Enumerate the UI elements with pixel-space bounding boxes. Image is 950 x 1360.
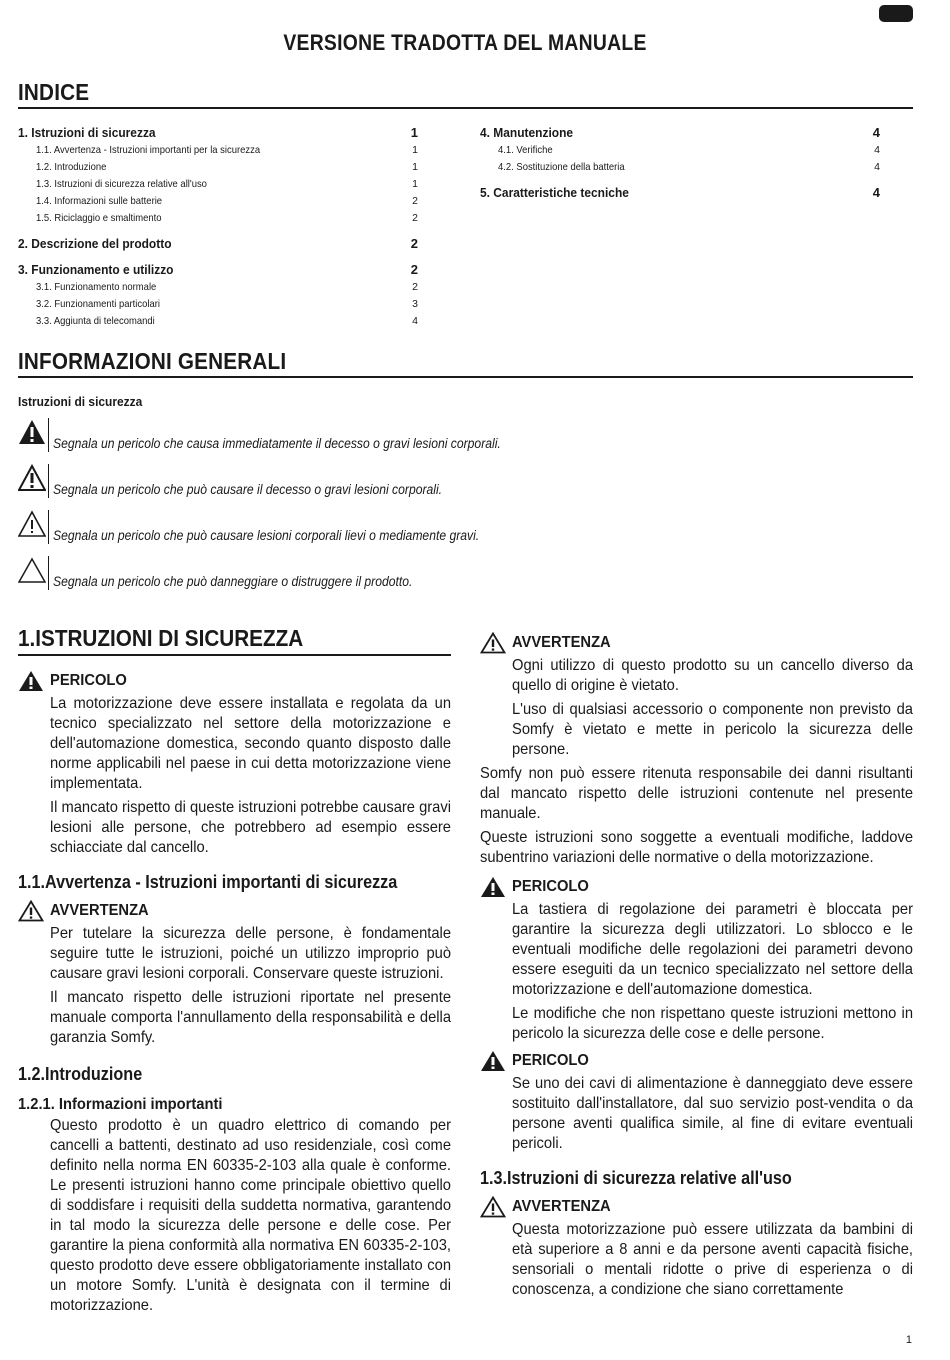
toc-subentry[interactable] [18,279,418,296]
warning-icon [18,900,44,922]
toc-entry-label: 3. Funzionamento e utilizzo [18,262,174,277]
toc-subentry-page: 4 [874,161,880,173]
toc-left-column [18,123,418,330]
toc-subentry-page: 4 [874,144,880,156]
toc-subentry-page: 2 [412,212,418,224]
toc-entry-page: 4 [872,125,880,140]
toc-entry[interactable] [480,183,880,202]
symbol-description: Segnala un pericolo che può causare il decesso o gravi lesioni corporali. [53,482,443,497]
paragraph: Il mancato rispetto delle istruzioni riportate nel presente manuale comporta l'annullamento della responsabilità e della garanzia Somfy. [50,989,452,1046]
toc-entry-page: 1 [410,125,418,140]
toc-subentry-label: 3.2. Funzionamenti particolari [36,298,160,310]
warning-icon [480,632,506,654]
danger-icon [480,1050,506,1072]
paragraph: Per tutelare la sicurezza delle persone, è fondamentale seguire tutte le istruzioni, poiché un utilizzo improprio può causare gravi lesioni corporali. Conservare queste istruzioni. [50,925,452,982]
danger-label: PERICOLO [480,1048,913,1074]
toc-subentry[interactable] [18,142,418,159]
toc-subentry[interactable] [480,159,880,176]
toc-subentry[interactable] [18,176,418,193]
toc-subentry[interactable] [480,142,880,159]
toc-subentry-label: 3.1. Funzionamento normale [36,281,157,293]
safety-subheading: Istruzioni di sicurezza [18,394,143,409]
danger-label: PERICOLO [480,874,913,900]
toc-subentry-page: 1 [412,161,418,173]
paragraph: Il mancato rispetto di queste istruzioni potrebbe causare gravi lesioni alle persone, che potrebbero ad esempio essere schiacciate dal cancello. [50,799,452,856]
danger-icon [480,876,506,898]
toc-entry-page: 2 [410,262,418,277]
symbol-row [18,556,452,590]
toc-subentry-label: 3.3. Aggiunta di telecomandi [36,315,155,327]
document-title: VERSIONE TRADOTTA DEL MANUALE [283,30,647,55]
paragraph: Se uno dei cavi di alimentazione è danneggiato deve essere sostituito dall'installatore, dal suo servizio post-vendita o da persone aventi qualifica simile, al fine di evitare eventuali pericoli. [512,1075,914,1152]
symbol-description: Segnala un pericolo che può causare lesioni corporali lievi o mediamente gravi. [53,528,480,543]
symbol-row [18,418,551,452]
heading-1-3: 1.3.Istruzioni di sicurezza relative all'uso [480,1168,792,1188]
paragraph: Questa motorizzazione può essere utilizzata da bambini di età superiore a 8 anni e da persone aventi capacità fisiche, sensoriali o mentali ridotte o prive di esperienza o di conoscenza, a condizione che siano correttamente [512,1221,914,1298]
toc-subentry-page: 2 [412,281,418,293]
paragraph: La tastiera di regolazione dei parametri è bloccata per garantire la sicurezza degli utilizzatori. Lo sblocco e le eventuali modifiche delle regolazioni dei parametri devono essere eseguiti da un tecnico specializzato nel settore della motorizzazione e dell'automazione domestica. [512,901,914,998]
toc-subentry[interactable] [18,159,418,176]
heading-1-2-1: 1.2.1. Informazioni importanti [18,1096,223,1113]
danger-label: PERICOLO [18,668,451,694]
toc-entry[interactable] [18,260,418,279]
general-info-heading: INFORMAZIONI GENERALI [18,347,913,378]
toc-entry-page: 2 [410,236,418,251]
toc-subentry-page: 1 [412,144,418,156]
language-tab [879,5,913,22]
toc-subentry[interactable] [18,296,418,313]
danger-icon [18,670,44,692]
warning-icon [480,1196,506,1218]
left-column [18,668,451,1316]
toc-subentry[interactable] [18,210,418,227]
toc-subentry-label: 1.3. Istruzioni di sicurezza relative all'uso [36,178,207,190]
toc-subentry-label: 1.1. Avvertenza - Istruzioni importanti per la sicurezza [36,144,261,156]
paragraph: Questo prodotto è un quadro elettrico di comando per cancelli a battenti, destinato ad uso residenziale, così come definito nella norma EN 60335-2-103 alla quale è conforme. Le presenti istruzioni hanno come principale obiettivo quello di soddisfare i requisiti della suddetta normativa, garantendo in tal modo la sicurezza delle persone e delle cose. Per garantire la piena conformità alla normativa EN 60335-2-103, questo prodotto deve essere obbligatoriamente installato con un motore Somfy. L'unità è designata con il termine di motorizzazione. [50,1117,452,1314]
notice-icon [18,556,46,584]
toc-subentry-label: 4.1. Verifiche [498,144,553,156]
symbol-row [18,510,527,544]
toc-entry[interactable] [18,123,418,142]
paragraph: La motorizzazione deve essere installata e regolata da un tecnico specializzato nel settore della motorizzazione e dell'automazione domestica, secondo quanto disposto dalle norme applicabili nel paese in cui detta motorizzazione viene implementata. [50,695,452,792]
toc-subentry-page: 2 [412,195,418,207]
toc-entry-label: 2. Descrizione del prodotto [18,236,172,251]
toc-subentry-page: 1 [412,178,418,190]
paragraph: Ogni utilizzo di questo prodotto su un cancello diverso da quello di origine è vietato. [512,657,914,694]
page-number: 1 [905,1334,912,1346]
heading-1-1: 1.1.Avvertenza - Istruzioni importanti di sicurezza [18,872,398,892]
toc-right-column [480,123,880,202]
symbol-description: Segnala un pericolo che può danneggiare o distruggere il prodotto. [53,574,413,589]
caution-icon [18,510,46,538]
toc-entry[interactable] [18,234,418,253]
paragraph: L'uso di qualsiasi accessorio o componente non previsto da Somfy è vietato e mette in pericolo la sicurezza delle persone. [512,701,914,758]
warning-label: AVVERTENZA [480,1194,913,1220]
heading-1-2: 1.2.Introduzione [18,1064,143,1084]
toc-entry-label: 1. Istruzioni di sicurezza [18,125,156,140]
danger-icon [18,418,46,446]
warning-icon [18,464,46,492]
warning-label: AVVERTENZA [480,630,913,656]
symbol-row [18,464,485,498]
toc-subentry-label: 1.4. Informazioni sulle batterie [36,195,163,207]
warning-label: AVVERTENZA [18,898,451,924]
symbol-description: Segnala un pericolo che causa immediatamente il decesso o gravi lesioni corporali. [53,436,501,451]
toc-subentry[interactable] [18,193,418,210]
toc-subentry[interactable] [18,313,418,330]
toc-entry[interactable] [480,123,880,142]
paragraph: Somfy non può essere ritenuta responsabile dei danni risultanti dal mancato rispetto delle istruzioni contenute nel presente manuale. [480,765,914,822]
toc-entry-label: 4. Manutenzione [480,125,574,140]
right-column [480,630,913,1300]
section-1-heading: 1.ISTRUZIONI DI SICUREZZA [18,622,451,656]
paragraph: Le modifiche che non rispettano queste istruzioni mettono in pericolo la sicurezza delle cose e delle persone. [512,1005,914,1042]
toc-subentry-label: 1.2. Introduzione [36,161,107,173]
toc-subentry-page: 3 [412,298,418,310]
toc-subentry-label: 4.2. Sostituzione della batteria [498,161,625,173]
toc-entry-label: 5. Caratteristiche tecniche [480,185,629,200]
paragraph: Queste istruzioni sono soggette a eventuali modifiche, laddove subentrino variazioni delle normative o della motorizzazione. [480,829,914,866]
toc-entry-page: 4 [872,185,880,200]
toc-subentry-label: 1.5. Riciclaggio e smaltimento [36,212,162,224]
toc-subentry-page: 4 [412,315,418,327]
index-heading: INDICE [18,78,913,109]
